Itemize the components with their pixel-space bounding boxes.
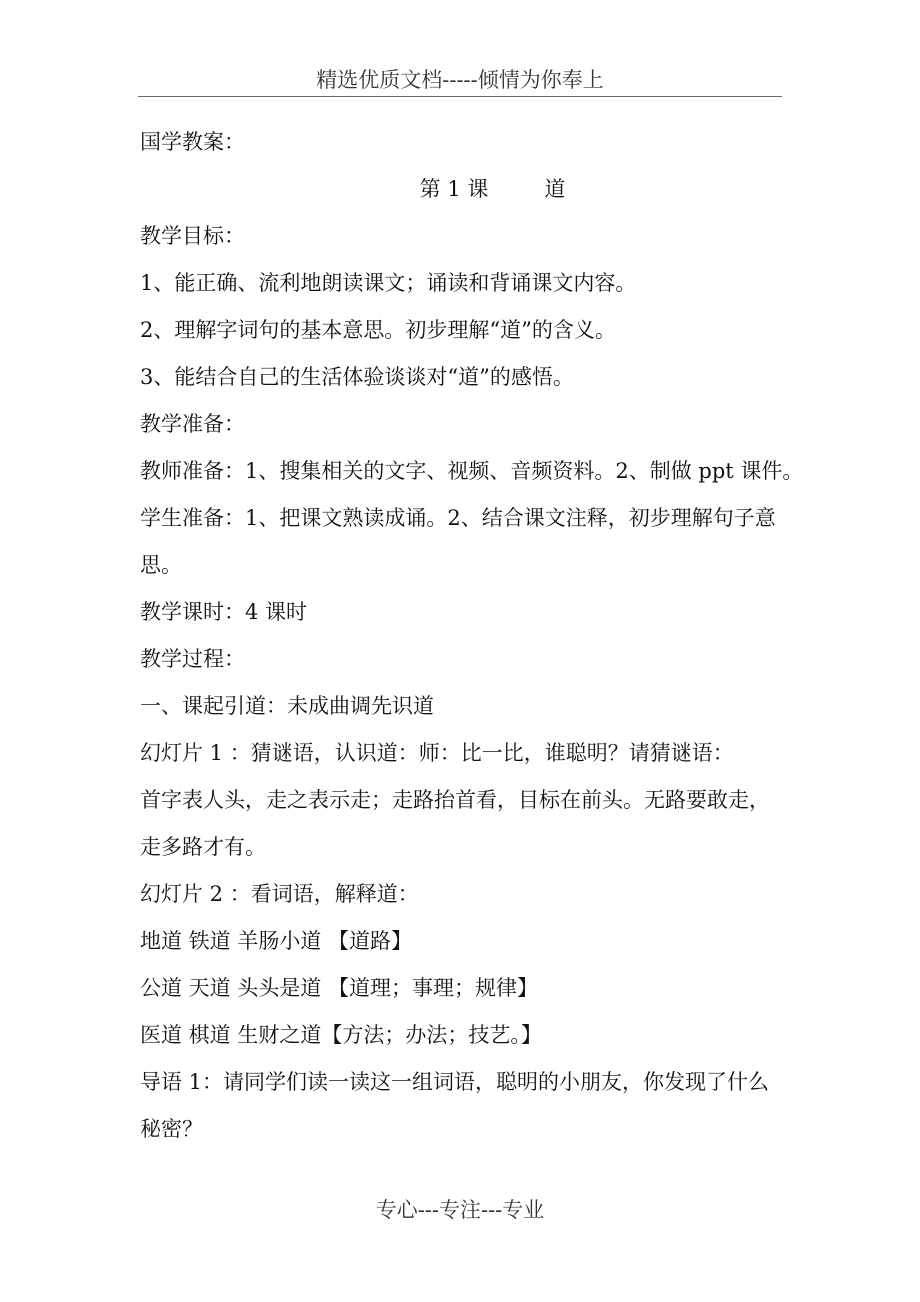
guide-line: 导语 1：请同学们读一读这一组词语，聪明的小朋友，你发现了什么 bbox=[140, 1070, 770, 1094]
objective-item: 2、理解字词句的基本意思。初步理解“道”的含义。 bbox=[140, 318, 616, 342]
word-group: 地道 铁道 羊肠小道 【道路】 bbox=[140, 929, 413, 953]
objective-item: 1、能正确、流利地朗读课文；诵读和背诵课文内容。 bbox=[140, 271, 637, 295]
preparation-heading: 教学准备： bbox=[140, 412, 245, 436]
doc-type-label: 国学教案： bbox=[140, 130, 245, 154]
student-preparation-line: 思。 bbox=[140, 553, 182, 577]
document-body bbox=[140, 119, 804, 1153]
guide-line: 秘密？ bbox=[140, 1117, 203, 1141]
teacher-preparation: 教师准备：1、搜集相关的文字、视频、音频资料。2、制做 ppt 课件。 bbox=[140, 459, 804, 483]
objective-item: 3、能结合自己的生活体验谈谈对“道”的感悟。 bbox=[140, 365, 574, 389]
word-group: 公道 天道 头头是道 【道理；事理；规律】 bbox=[140, 976, 539, 1000]
page-header: 精选优质文档-----倾情为你奉上 bbox=[138, 64, 782, 97]
lesson-title bbox=[140, 166, 785, 213]
teaching-periods: 教学课时：4 课时 bbox=[140, 600, 308, 624]
lesson-name: 道 bbox=[544, 177, 566, 201]
riddle-line: 首字表人头，走之表示走；走路抬首看，目标在前头。无路要敢走， bbox=[140, 788, 770, 812]
riddle-line: 走多路才有。 bbox=[140, 835, 266, 859]
student-preparation-line: 学生准备：1、把课文熟读成诵。2、结合课文注释，初步理解句子意 bbox=[140, 506, 776, 530]
page-footer: 专心---专注---专业 bbox=[375, 1198, 545, 1222]
section-title: 一、课起引道：未成曲调先识道 bbox=[140, 694, 434, 718]
objectives-heading: 教学目标： bbox=[140, 224, 245, 248]
lesson-number: 第 1 课 bbox=[419, 177, 489, 201]
word-group: 医道 棋道 生财之道【方法；办法；技艺。】 bbox=[140, 1023, 542, 1047]
process-heading: 教学过程： bbox=[140, 647, 245, 671]
slide-1-title: 幻灯片 1 ：猜谜语，认识道：师：比一比，谁聪明？请猜谜语： bbox=[140, 741, 734, 765]
slide-2-title: 幻灯片 2 ：看词语，解释道： bbox=[140, 882, 419, 906]
